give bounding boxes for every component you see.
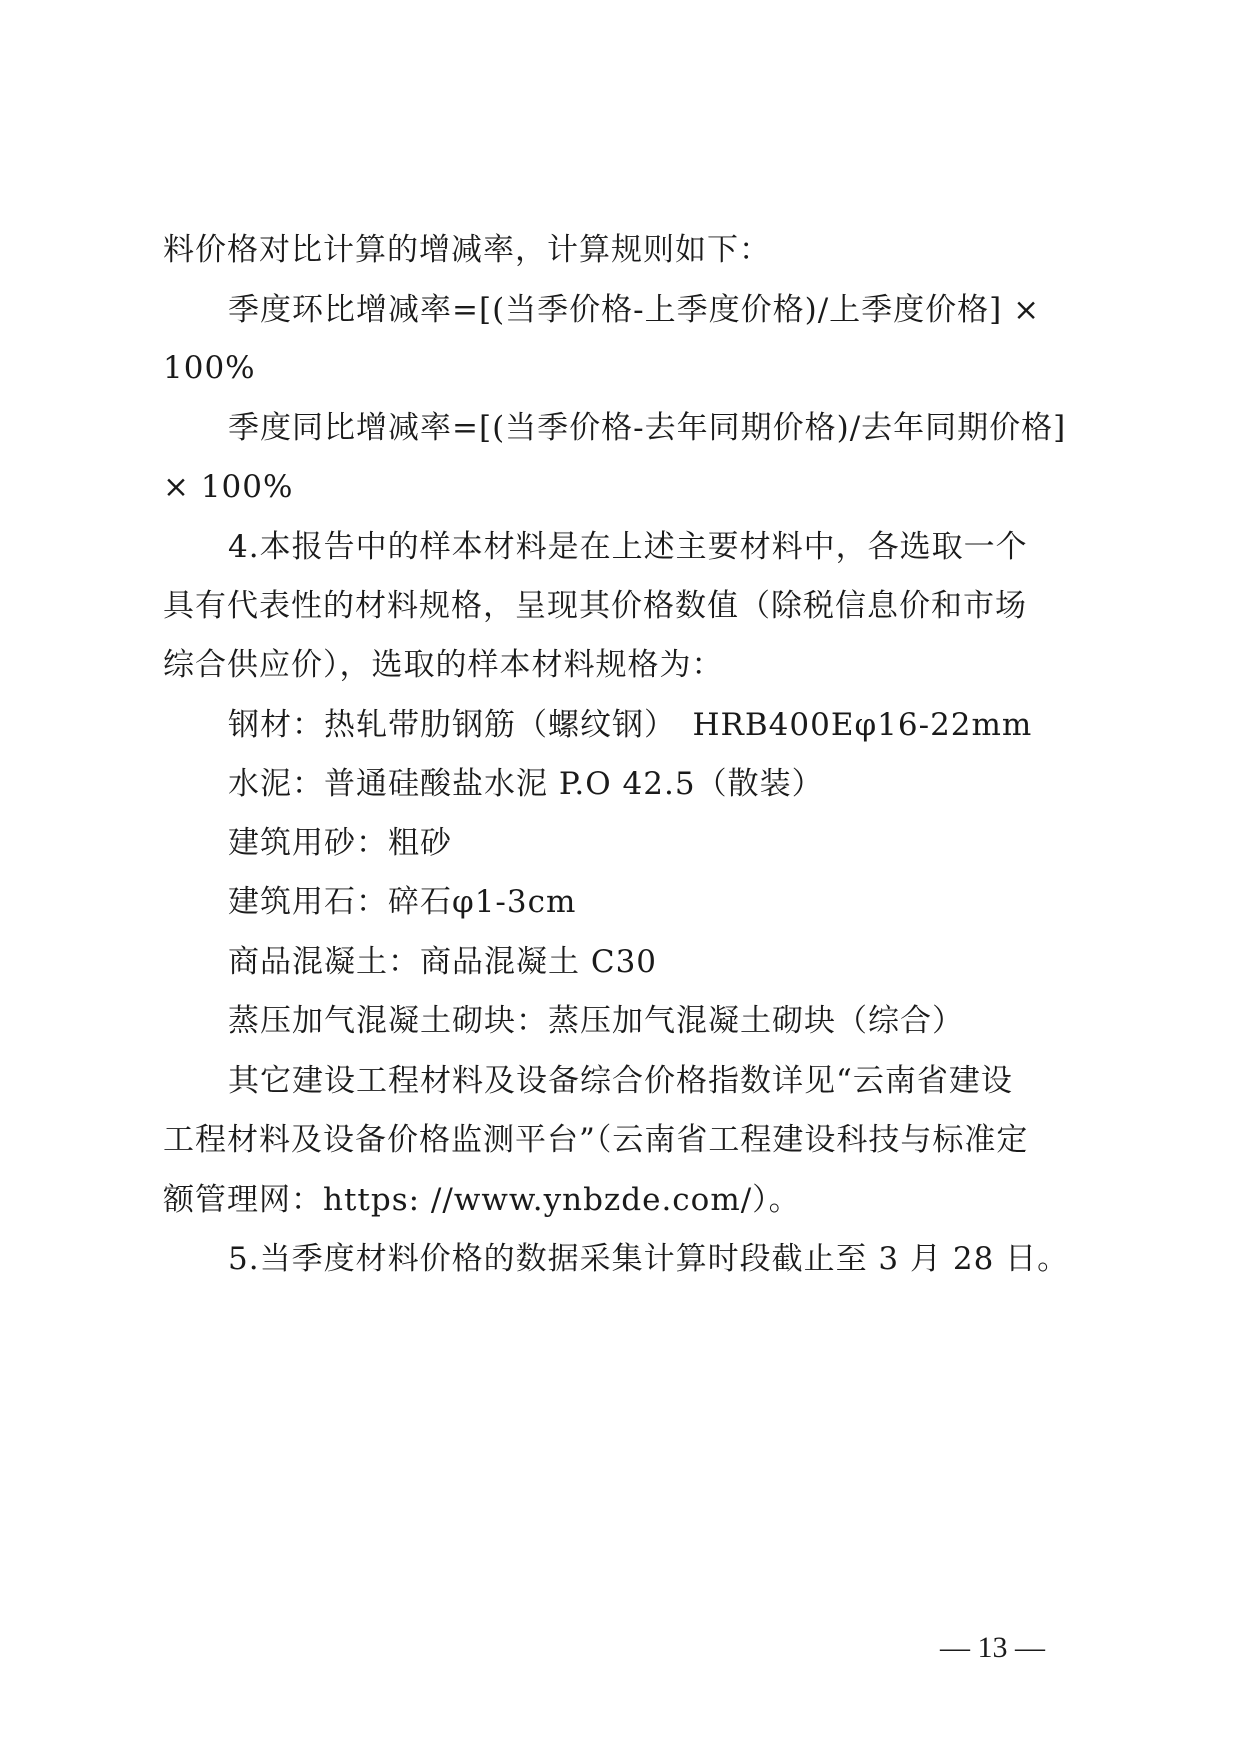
text-line-15: 其它建设工程材料及设备综合价格指数详见“云南省建设 bbox=[228, 1063, 1013, 1099]
text-line-10: 水泥：普通硅酸盐水泥 P.O 42.5（散装） bbox=[228, 766, 824, 802]
text-line-14: 蒸压加气混凝土砌块：蒸压加气混凝土砌块（综合） bbox=[228, 1003, 964, 1039]
text-line-2: 季度环比增减率=[(当季价格-上季度价格)/上季度价格] × bbox=[228, 292, 1041, 328]
text-line-8: 综合供应价），选取的样本材料规格为： bbox=[163, 647, 724, 683]
text-line-13: 商品混凝土：商品混凝土 C30 bbox=[228, 944, 658, 980]
text-line-17: 额管理网：https: //www.ynbzde.com/）。 bbox=[163, 1182, 801, 1218]
text-line-3: 100% bbox=[163, 350, 256, 386]
text-line-5: × 100% bbox=[163, 469, 294, 505]
text-line-18: 5.当季度材料价格的数据采集计算时段截止至 3 月 28 日。 bbox=[228, 1241, 1070, 1277]
text-line-12: 建筑用石：碎石φ1-3cm bbox=[228, 884, 577, 920]
text-line-11: 建筑用砂：粗砂 bbox=[228, 825, 452, 861]
text-line-1: 料价格对比计算的增减率，计算规则如下： bbox=[163, 232, 771, 268]
page-number: — 13 — bbox=[940, 1631, 1045, 1664]
text-line-7: 具有代表性的材料规格，呈现其价格数值（除税信息价和市场 bbox=[163, 588, 1027, 624]
text-line-6: 4.本报告中的样本材料是在上述主要材料中，各选取一个 bbox=[228, 529, 1028, 565]
text-line-16: 工程材料及设备价格监测平台”（云南省工程建设科技与标准定 bbox=[163, 1122, 1029, 1158]
text-line-4: 季度同比增减率=[(当季价格-去年同期价格)/去年同期价格] bbox=[228, 410, 1067, 446]
text-line-9: 钢材：热轧带肋钢筋（螺纹钢） HRB400Eφ16-22mm bbox=[228, 707, 1033, 743]
